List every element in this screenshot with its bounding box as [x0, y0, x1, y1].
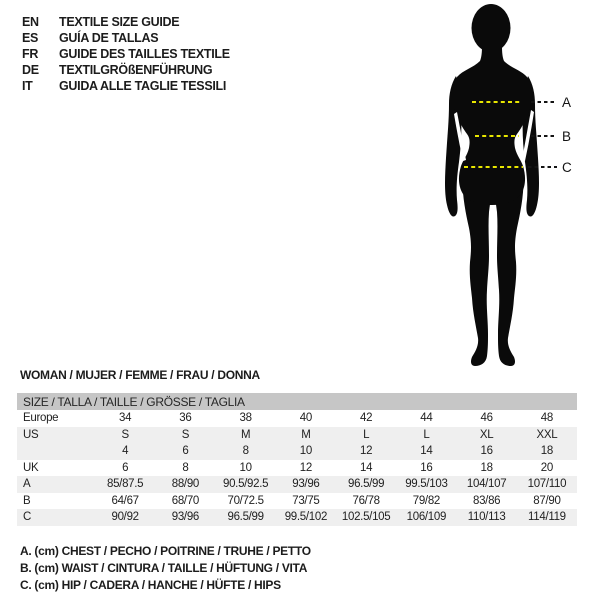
size-table-row: [17, 443, 577, 460]
size-row-label: C: [23, 511, 32, 524]
size-cell: 87/90: [533, 494, 561, 507]
size-cell: 12: [299, 461, 312, 474]
measurement-legend: [20, 543, 311, 594]
language-label: GUÍA DE TALLAS: [59, 31, 159, 45]
size-cell: XL: [479, 428, 494, 441]
size-table-header: SIZE / TALLA / TAILLE / GRÖSSE / TAGLIA: [17, 393, 577, 410]
language-row: [22, 78, 230, 94]
measure-label-a: A: [562, 95, 572, 110]
size-cell: 99.5/103: [405, 478, 448, 491]
size-table-header-row: [17, 393, 577, 410]
size-cell: 64/67: [111, 494, 139, 507]
size-cell: 36: [179, 412, 192, 425]
size-cell: 8: [182, 461, 189, 474]
size-cell: 70/72.5: [227, 494, 264, 507]
woman-silhouette-figure: [425, 0, 575, 375]
size-table-row: [17, 410, 577, 427]
size-cell: 4: [122, 445, 129, 458]
size-cell: 6: [182, 445, 189, 458]
size-cell: 16: [420, 461, 433, 474]
measurement-labels: [562, 95, 572, 175]
size-cell: 93/96: [292, 478, 320, 491]
silhouette-torso: [452, 44, 532, 205]
language-row: [22, 30, 230, 46]
size-cell: 110/113: [467, 511, 506, 524]
size-row-label: US: [23, 428, 39, 441]
size-cell: 90.5/92.5: [222, 478, 269, 491]
size-row-label: UK: [23, 461, 39, 474]
woman-silhouette: [445, 4, 539, 366]
size-cell: 90/92: [111, 511, 139, 524]
size-cell: 6: [122, 461, 129, 474]
language-row: [22, 14, 230, 30]
size-cell: 104/107: [466, 478, 507, 491]
size-cell: 48: [540, 412, 553, 425]
size-cell: 114/119: [528, 511, 566, 524]
size-cell: 42: [360, 412, 373, 425]
measure-label-c: C: [562, 160, 572, 175]
size-cell: 16: [480, 445, 493, 458]
size-cell: 88/90: [171, 478, 200, 491]
size-cell: 68/70: [171, 494, 200, 507]
language-code: FR: [22, 47, 39, 61]
language-code: IT: [22, 79, 33, 93]
size-cell: 10: [299, 445, 312, 458]
size-cell: 96.5/99: [347, 478, 385, 491]
size-cell: M: [240, 428, 251, 441]
size-table-row: [17, 427, 577, 444]
size-cell: 96.5/99: [227, 511, 264, 524]
size-cell: 73/75: [292, 494, 320, 507]
size-table-row: [17, 509, 577, 526]
size-cell: 14: [420, 445, 433, 458]
gender-heading: WOMAN / MUJER / FEMME / FRAU / DONNA: [20, 368, 260, 382]
size-cell: 14: [360, 461, 373, 474]
size-cell: 99.5/102: [284, 511, 328, 524]
size-cell: S: [181, 428, 190, 441]
size-cell: 18: [480, 461, 493, 474]
size-cell: 20: [540, 461, 553, 474]
language-label: TEXTILGRÖßENFÜHRUNG: [59, 63, 213, 77]
language-code: ES: [22, 31, 39, 45]
language-row: [22, 62, 230, 78]
language-label: GUIDE DES TAILLES TEXTILE: [59, 47, 230, 61]
size-cell: 44: [420, 412, 433, 425]
size-cell: L: [363, 428, 370, 441]
size-cell: 85/87.5: [106, 478, 144, 491]
size-cell: L: [423, 428, 430, 441]
size-cell: S: [121, 428, 129, 441]
size-cell: 93/96: [171, 511, 200, 524]
size-cell: 12: [360, 445, 373, 458]
language-list: [22, 14, 230, 94]
size-table: [17, 393, 577, 526]
size-cell: XXL: [536, 428, 558, 441]
language-label: TEXTILE SIZE GUIDE: [59, 15, 180, 29]
size-cell: 34: [119, 412, 132, 425]
size-cell: 83/86: [472, 494, 501, 507]
legend-line: A. (cm) CHEST / PECHO / POITRINE / TRUHE / PETTO: [20, 544, 311, 558]
measure-label-b: B: [562, 129, 572, 144]
size-cell: 46: [480, 412, 493, 425]
size-table-row: [17, 493, 577, 510]
size-cell: 38: [239, 412, 252, 425]
size-row-label: B: [23, 494, 31, 507]
size-cell: 79/82: [412, 494, 441, 507]
size-cell: 76/78: [352, 494, 380, 507]
size-cell: 18: [540, 445, 553, 458]
legend-line: C. (cm) HIP / CADERA / HANCHE / HÜFTE / HIPS: [20, 578, 281, 592]
legend-line: B. (cm) WAIST / CINTURA / TAILLE / HÜFTUNG / VITA: [20, 561, 308, 575]
language-code: EN: [22, 15, 39, 29]
language-row: [22, 46, 230, 62]
size-cell: 10: [239, 461, 252, 474]
size-cell: 106/109: [406, 511, 447, 524]
size-cell: 8: [242, 445, 249, 458]
size-cell: M: [301, 428, 311, 441]
size-row-label: A: [23, 478, 31, 491]
language-code: DE: [22, 63, 39, 77]
size-table-row: [17, 476, 577, 493]
language-label: GUIDA ALLE TAGLIE TESSILI: [59, 79, 227, 93]
size-row-label: Europe: [23, 412, 59, 425]
size-cell: 40: [299, 412, 312, 425]
size-row-label: [17, 443, 95, 460]
size-table-row: [17, 460, 577, 477]
size-cell: 107/110: [527, 478, 567, 491]
size-cell: 102.5/105: [341, 511, 391, 524]
